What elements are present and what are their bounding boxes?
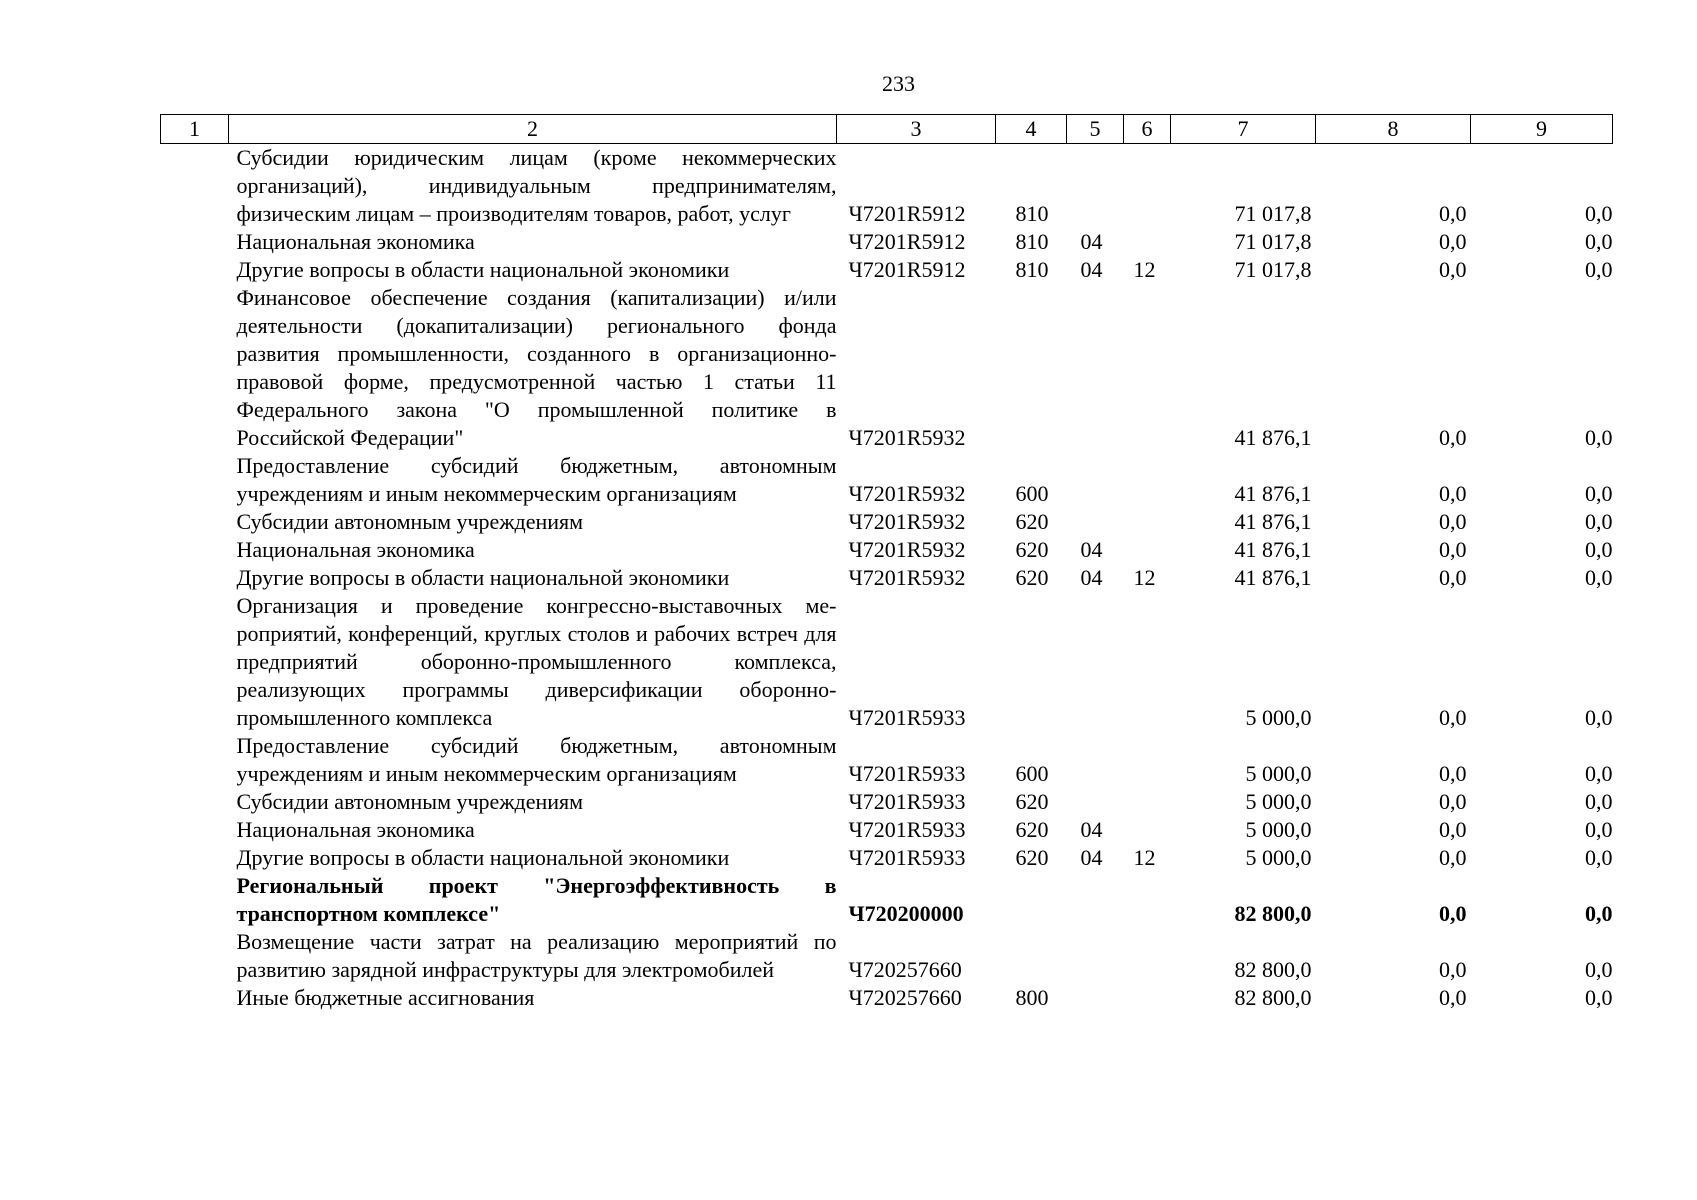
cell-amount-8: 0,0 [1439,705,1467,730]
cell-code: Ч7201R5933 [848,789,966,814]
cell-amount-7: 82 800,0 [1234,957,1312,982]
cell-amount-7: 41 876,1 [1234,565,1312,590]
cell-section: 04 [1080,229,1103,254]
cell-code: Ч7201R5933 [848,761,966,786]
header-col-6: 6 [1124,115,1171,144]
cell-section [1067,732,1124,788]
cell-name: Национальная экономика [236,817,475,842]
header-col-7: 7 [1171,115,1316,144]
cell-amount-9: 0,0 [1585,537,1613,562]
cell-code: Ч7201R5932 [848,565,966,590]
cell-code: Ч7201R5932 [848,481,966,506]
table-row [161,816,1613,844]
cell-amount-8: 0,0 [1439,901,1467,926]
cell-section: 04 [1080,817,1103,842]
cell-subsection [1124,508,1171,536]
cell-section: 04 [1080,845,1103,870]
cell-amount-7: 5 000,0 [1245,761,1312,786]
cell-expense-type: 810 [1015,257,1049,282]
header-col-2: 2 [229,115,837,144]
cell-subsection [1124,732,1171,788]
cell-col-1 [161,984,229,1012]
cell-code: Ч7201R5932 [848,537,966,562]
cell-name: Возмещение части затрат на реализацию мероприятий по развитию зарядной инфраструктуры для электромобилей [236,929,837,982]
cell-col-1 [161,452,229,508]
cell-subsection: 12 [1133,257,1156,282]
table-row [161,228,1613,256]
cell-code: Ч7201R5932 [848,509,966,534]
cell-amount-7: 71 017,8 [1234,201,1312,226]
cell-amount-9: 0,0 [1585,789,1613,814]
table-row [161,592,1613,732]
cell-expense-type [996,592,1067,732]
cell-amount-9: 0,0 [1585,817,1613,842]
cell-section: 04 [1080,257,1103,282]
cell-amount-9: 0,0 [1585,425,1613,450]
cell-name: Национальная экономика [236,537,475,562]
cell-section [1067,928,1124,984]
cell-col-1 [161,732,229,788]
cell-amount-8: 0,0 [1439,565,1467,590]
cell-amount-9: 0,0 [1585,229,1613,254]
table-row [161,928,1613,984]
cell-expense-type: 600 [1015,481,1049,506]
cell-name: Иные бюджетные ассигнования [236,985,535,1010]
cell-name: Финансовое обеспечение создания (капитализации) и/или деятельности (докапитализации) регионального фонда развития промышленности, созданного в организационно-правовой форме, предусмотренной частью 1 статьи 11 Федерального закона "О промышленной политике в Российской Федерации" [236,285,837,450]
cell-section: 04 [1080,537,1103,562]
cell-amount-9: 0,0 [1585,901,1613,926]
cell-section [1067,872,1124,928]
cell-amount-7: 82 800,0 [1234,985,1312,1010]
cell-code: Ч720200000 [848,901,964,926]
table-row [161,536,1613,564]
table-row [161,788,1613,816]
cell-section [1067,788,1124,816]
cell-expense-type [996,928,1067,984]
cell-section: 04 [1080,565,1103,590]
cell-subsection [1124,872,1171,928]
cell-name: Другие вопросы в области национальной экономики [236,257,730,282]
cell-expense-type: 810 [1015,201,1049,226]
cell-col-1 [161,816,229,844]
cell-subsection [1124,228,1171,256]
cell-amount-9: 0,0 [1585,705,1613,730]
cell-name: Предоставление субсидий бюджетным, автономным учреждениям и иным некоммерческим организациям [236,733,837,786]
cell-amount-7: 82 800,0 [1234,901,1312,926]
cell-subsection [1124,536,1171,564]
cell-code: Ч7201R5912 [848,257,966,282]
table-row [161,564,1613,592]
cell-amount-7: 5 000,0 [1245,789,1312,814]
cell-name: Предоставление субсидий бюджетным, автономным учреждениям и иным некоммерческим организациям [236,453,837,506]
cell-amount-9: 0,0 [1585,845,1613,870]
cell-subsection [1124,928,1171,984]
cell-amount-8: 0,0 [1439,957,1467,982]
cell-amount-9: 0,0 [1585,957,1613,982]
cell-amount-8: 0,0 [1439,817,1467,842]
cell-amount-8: 0,0 [1439,425,1467,450]
cell-col-1 [161,144,229,229]
cell-amount-8: 0,0 [1439,985,1467,1010]
cell-col-1 [161,872,229,928]
cell-code: Ч7201R5932 [848,425,966,450]
cell-col-1 [161,788,229,816]
cell-amount-8: 0,0 [1439,761,1467,786]
cell-amount-8: 0,0 [1439,257,1467,282]
cell-subsection [1124,788,1171,816]
table-row [161,452,1613,508]
cell-col-1 [161,844,229,872]
cell-amount-8: 0,0 [1439,845,1467,870]
cell-amount-9: 0,0 [1585,201,1613,226]
cell-expense-type: 620 [1015,845,1049,870]
header-col-4: 4 [996,115,1067,144]
cell-amount-9: 0,0 [1585,481,1613,506]
cell-expense-type: 620 [1015,789,1049,814]
budget-table [160,114,1613,1012]
cell-amount-9: 0,0 [1585,565,1613,590]
table-row [161,508,1613,536]
cell-subsection: 12 [1133,565,1156,590]
cell-subsection [1124,452,1171,508]
cell-amount-9: 0,0 [1585,985,1613,1010]
cell-amount-7: 71 017,8 [1234,257,1312,282]
cell-name: Субсидии юридическим лицам (кроме некоммерческих организаций), индивидуальным предпринимателям, физическим лицам – производителям товаров, работ, услуг [236,145,837,226]
header-col-5: 5 [1067,115,1124,144]
cell-expense-type: 620 [1015,537,1049,562]
page-number: 233 [882,71,915,96]
cell-col-1 [161,228,229,256]
cell-code: Ч7201R5912 [848,201,966,226]
cell-expense-type: 620 [1015,565,1049,590]
cell-col-1 [161,508,229,536]
cell-amount-7: 5 000,0 [1245,845,1312,870]
cell-expense-type: 810 [1015,229,1049,254]
header-col-9: 9 [1471,115,1613,144]
cell-section [1067,592,1124,732]
cell-name: Другие вопросы в области национальной экономики [236,565,730,590]
cell-amount-8: 0,0 [1439,509,1467,534]
cell-amount-7: 41 876,1 [1234,537,1312,562]
table-body [161,144,1613,1013]
cell-col-1 [161,284,229,452]
cell-amount-7: 41 876,1 [1234,481,1312,506]
table-row [161,872,1613,928]
cell-amount-9: 0,0 [1585,761,1613,786]
cell-section [1067,984,1124,1012]
table-row [161,732,1613,788]
cell-expense-type: 620 [1015,509,1049,534]
cell-expense-type [996,284,1067,452]
cell-section [1067,144,1124,229]
cell-col-1 [161,256,229,284]
cell-col-1 [161,564,229,592]
table-header [161,115,1613,144]
cell-expense-type: 620 [1015,817,1049,842]
table-row [161,256,1613,284]
cell-expense-type: 600 [1015,761,1049,786]
cell-code: Ч720257660 [848,985,962,1010]
cell-amount-8: 0,0 [1439,789,1467,814]
cell-col-1 [161,592,229,732]
cell-amount-8: 0,0 [1439,229,1467,254]
cell-amount-8: 0,0 [1439,201,1467,226]
cell-subsection [1124,592,1171,732]
cell-section [1067,508,1124,536]
cell-section [1067,452,1124,508]
cell-amount-7: 41 876,1 [1234,509,1312,534]
header-col-1: 1 [161,115,229,144]
cell-col-1 [161,928,229,984]
cell-code: Ч7201R5933 [848,845,966,870]
cell-name: Субсидии автономным учреждениям [236,789,584,814]
cell-amount-9: 0,0 [1585,509,1613,534]
cell-code: Ч7201R5933 [848,705,966,730]
table-row [161,284,1613,452]
cell-subsection [1124,144,1171,229]
cell-subsection [1124,984,1171,1012]
cell-amount-7: 41 876,1 [1234,425,1312,450]
cell-section [1067,284,1124,452]
table-row [161,844,1613,872]
cell-code: Ч720257660 [848,957,962,982]
cell-subsection [1124,816,1171,844]
cell-amount-7: 5 000,0 [1245,705,1312,730]
cell-subsection [1124,284,1171,452]
header-col-3: 3 [837,115,996,144]
cell-subsection: 12 [1133,845,1156,870]
cell-col-1 [161,536,229,564]
cell-amount-8: 0,0 [1439,481,1467,506]
table-row [161,984,1613,1012]
cell-expense-type [996,872,1067,928]
cell-expense-type: 800 [1015,985,1049,1010]
cell-name: Другие вопросы в области национальной экономики [236,845,730,870]
cell-code: Ч7201R5912 [848,229,966,254]
header-row [161,115,1613,144]
cell-code: Ч7201R5933 [848,817,966,842]
table-row [161,144,1613,229]
cell-name: Национальная экономика [236,229,475,254]
cell-name: Субсидии автономным учреждениям [236,509,584,534]
cell-amount-7: 5 000,0 [1245,817,1312,842]
cell-amount-8: 0,0 [1439,537,1467,562]
cell-name: Региональный проект "Энергоэффективность в транспортном комплексе" [236,873,837,926]
header-col-8: 8 [1316,115,1471,144]
cell-amount-9: 0,0 [1585,257,1613,282]
cell-amount-7: 71 017,8 [1234,229,1312,254]
cell-name: Организация и проведение конгрессно-выставочных мероприятий, конференций, круглых столов и рабочих встреч для предприятий оборонно-промышленного комплекса, реализующих программы диверсификации оборонно-промышленного комплекса [236,593,837,730]
